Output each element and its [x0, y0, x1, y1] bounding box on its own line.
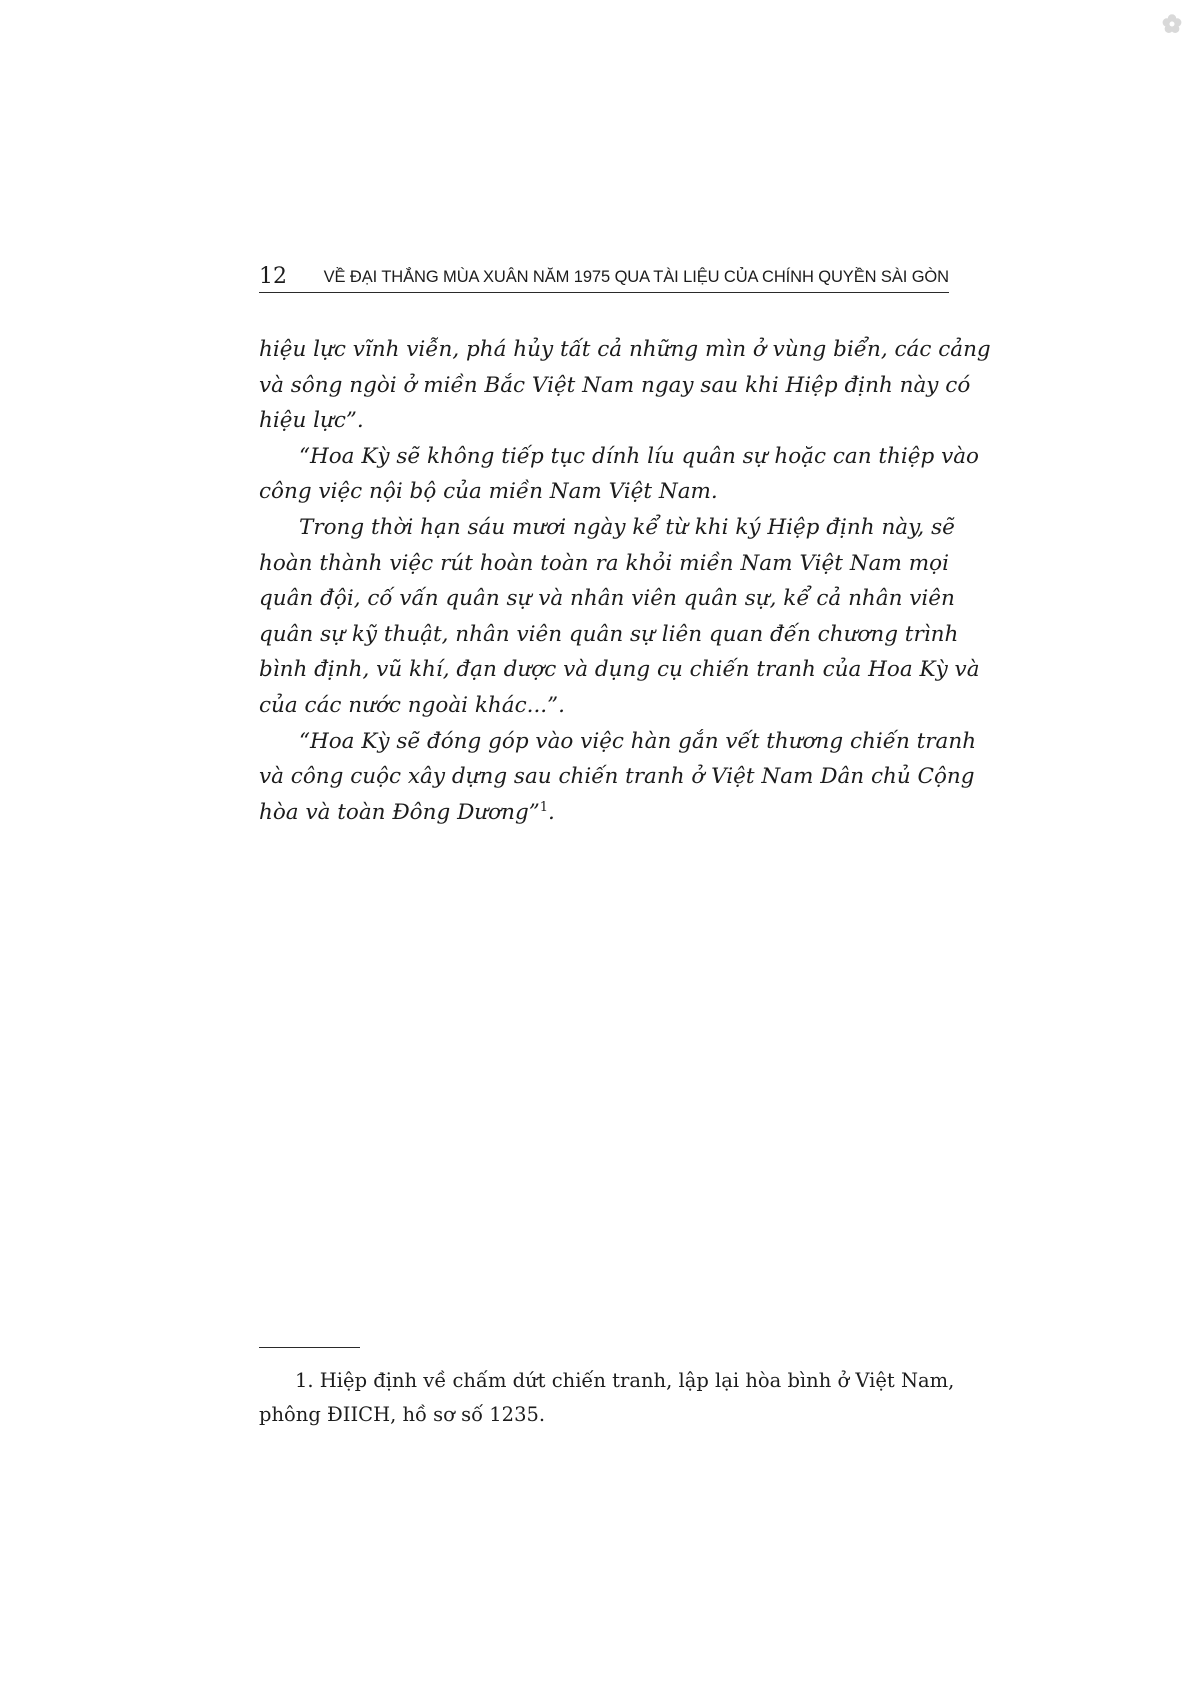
footnote-divider — [259, 1347, 360, 1348]
body-line: và công cuộc xây dựng sau chiến tranh ở Việt Nam Dân chủ Cộng — [259, 764, 975, 790]
footnote-reference[interactable]: 1 — [539, 799, 548, 815]
body-line: hiệu lực”. — [259, 408, 364, 434]
end-punctuation: . — [547, 799, 555, 825]
body-line: hiệu lực vĩnh viễn, phá hủy tất cả những mìn ở vùng biển, các cảng — [259, 337, 991, 362]
body-line-final — [259, 795, 949, 831]
body-line: và sông ngòi ở miền Bắc Việt Nam ngay sau khi Hiệp định này có — [259, 372, 971, 398]
body-line: hoàn thành việc rút hoàn toàn ra khỏi miền Nam Việt Nam mọi — [259, 550, 949, 576]
body-line: “Hoa Kỳ sẽ đóng góp vào việc hàn gắn vết thương chiến tranh — [299, 728, 977, 754]
body-line: công việc nội bộ của miền Nam Việt Nam. — [259, 479, 718, 505]
body-line: quân đội, cố vấn quân sự và nhân viên quân sự, kể cả nhân viên — [259, 586, 955, 612]
body-line: “Hoa Kỳ sẽ không tiếp tục dính líu quân sự hoặc can thiệp vào — [299, 443, 979, 469]
body-line: của các nước ngoài khác...”. — [259, 692, 565, 718]
body-line: quân sự kỹ thuật, nhân viên quân sự liên quan đến chương trình — [259, 621, 959, 647]
body-line: bình định, vũ khí, đạn dược và dụng cụ chiến tranh của Hoa Kỳ và — [259, 657, 980, 683]
flower-watermark-icon — [1160, 12, 1184, 36]
page-header — [259, 262, 949, 293]
footnote-line: phông ĐIICH, hồ sơ số 1235. — [259, 1403, 546, 1426]
page-number: 12 — [259, 264, 287, 289]
body-line: Trong thời hạn sáu mươi ngày kể từ khi ký Hiệp định này, sẽ — [299, 514, 955, 540]
footnote-line: 1. Hiệp định về chấm dứt chiến tranh, lập lại hòa bình ở Việt Nam, — [295, 1369, 955, 1392]
running-title: VỀ ĐẠI THẮNG MÙA XUÂN NĂM 1975 QUA TÀI LIỆU CỦA CHÍNH QUYỀN SÀI GÒN — [323, 268, 949, 286]
footnote — [259, 1364, 955, 1432]
body-text — [259, 332, 991, 830]
body-line-text: hòa và toàn Đông Dương” — [259, 799, 540, 825]
